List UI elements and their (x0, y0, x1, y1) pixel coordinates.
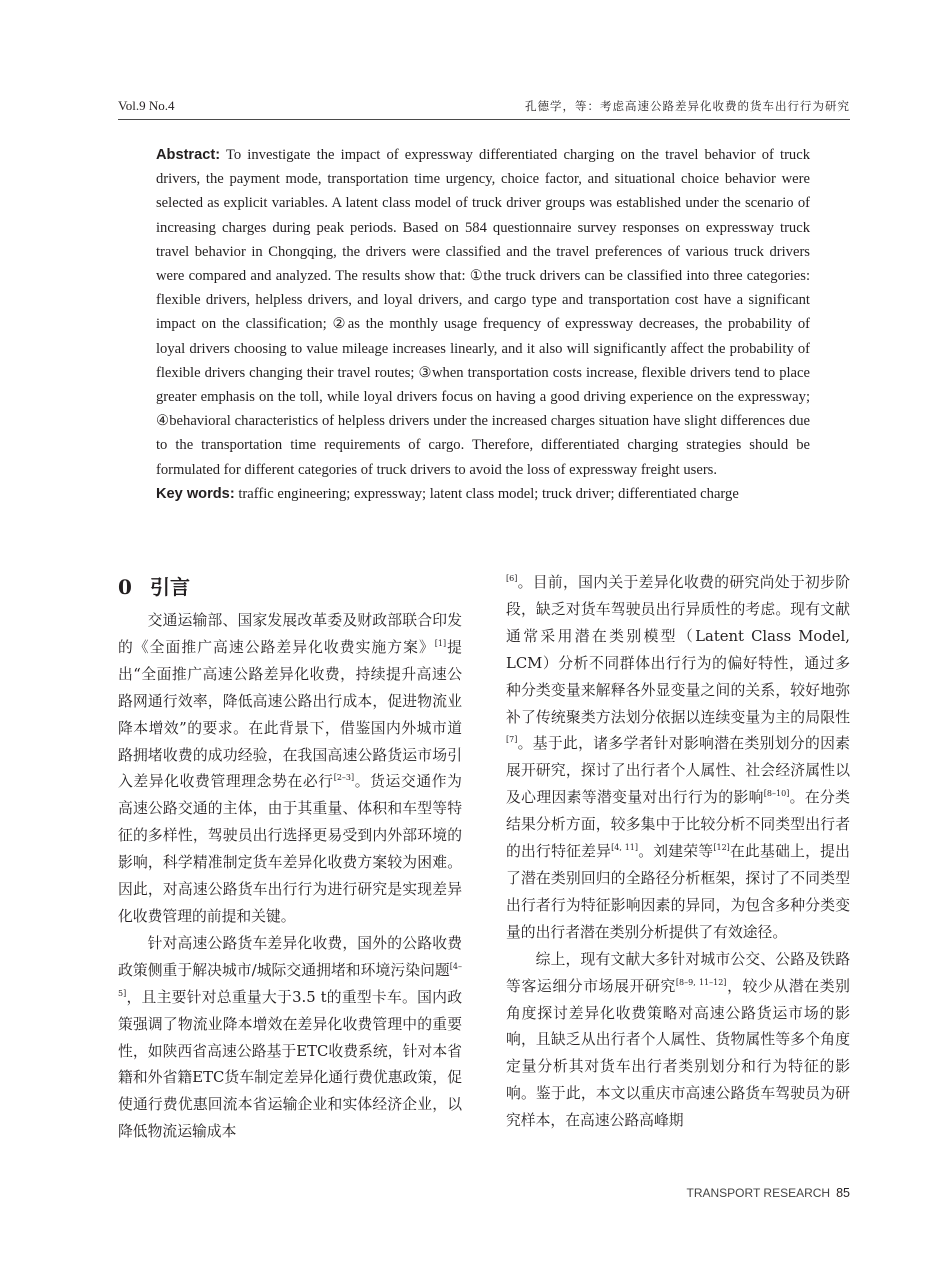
keywords-paragraph (156, 482, 810, 506)
header-rule (118, 119, 850, 120)
section-heading (118, 570, 462, 604)
citation-2-3: [2–3] (333, 773, 355, 783)
citation-12: [12] (713, 843, 730, 853)
body-paragraph-2-part2: [6]。目前，国内关于差异化收费的研究尚处于初步阶段，缺乏对货车驾驶员出行异质性的考虑。现有文献通常采用潜在类别模型（Latent Class Model, LCM）分析不同群体出行行为的偏好特性，通过多种分类变量来解释各外显变量之间的关系，较好地弥补了传统聚类方法划分依据以连续变量为主的局限性[7]。基于此，诸多学者针对影响潜在类别划分的因素展开研究，探讨了出行者个人属性、社会经济属性以及心理因素等潜变量对出行行为的影响[8–10]。在分类结果分析方面，较多集中于比较分析不同类型出行者的出行特征差异[4, 11]。刘建荣等[12]在此基础上，提出了潜在类别回归的全路径分析框架，探讨了不同类型出行者行为特征影响因素的异同，为包含多种分类变量的出行者潜在类别分析提供了有效途径。 (506, 574, 850, 941)
header-volume: Vol.9 No.4 (118, 98, 175, 113)
abstract-text: To investigate the impact of expressway differentiated charging on the travel behavior of truck drivers, the payment mode, transportation time urgency, choice factor, and situational choice behavior were selected as explicit variables. A latent class model of truck driver groups was established under the scenario of increasing charges during peak periods. Based on 584 questionnaire survey responses on expressway truck travel behavior in Chongqing, the drivers were classified and the travel preferences of various truck drivers were compared and analyzed. The results show that: ①the truck drivers can be classified into three categories: flexible drivers, helpless drivers, and loyal drivers, and cargo type and transportation cost have a significant impact on the classification; ②as the monthly usage frequency of expressway decreases, the probability of loyal drivers choosing to value mileage increases linearly, and it also will significantly affect the probability of flexible drivers changing their travel routes; ③when transportation costs increase, flexible drivers tend to place greater emphasis on the toll, while loyal drivers focus on having a good driving experience on the expressway; ④behavioral characteristics of helpless drivers under the increased charges situation have slight differences due to the transportation time requirements of cargo. Therefore, differentiated charging strategies should be formulated for different categories of truck drivers to avoid the loss of expressway freight users. (156, 147, 811, 478)
body-paragraph-3: 综上，现有文献大多针对城市公交、公路及铁路等客运细分市场展开研究[8–9, 11–12]，较少从潜在类别角度探讨差异化收费策略对高速公路货运市场的影响，且缺乏从出行者个人属性、货物属性等多个角度定量分析其对货车出行者类别划分和行为特征的影响。鉴于此，本文以重庆市高速公路货车驾驶员为研究样本，在高速公路高峰期 (506, 950, 850, 1130)
section-number: 0 (118, 575, 132, 599)
body-paragraph-2-part1: 针对高速公路货车差异化收费，国外的公路收费政策侧重于解决城市/城际交通拥堵和环境污染问题[4–5]，且主要针对总重量大于3.5 t的重型卡车。国内政策强调了物流业降本增效在差异化收费管理中的重要性，如陕西省高速公路基于ETC收费系统，针对本省籍和外省籍ETC货车制定差异化通行费优惠政策，促使通行费优惠回流本省运输企业和实体经济企业，以降低物流运输成本 (118, 934, 462, 1141)
citation-4-11: [4, 11] (611, 843, 638, 853)
header-running-title: 孔德学，等：考虑高速公路差异化收费的货车出行行为研究 (525, 99, 850, 113)
citation-4-5: [4–5] (118, 961, 462, 998)
citation-7: [7] (506, 735, 518, 745)
citation-1: [1] (434, 638, 447, 648)
footer-journal: TRANSPORT RESEARCH (686, 1186, 831, 1200)
left-column (118, 570, 462, 1146)
abstract-block (156, 143, 810, 506)
abstract-label: Abstract (156, 147, 216, 163)
abstract-colon: : (215, 147, 221, 163)
page-footer (687, 1186, 851, 1200)
body-paragraph-1: 交通运输部、国家发展改革委及财政部联合印发的《全面推广高速公路差异化收费实施方案》[1]提出“全面推广高速公路差异化收费，持续提升高速公路网通行效率，降低高速公路出行成本，促进物流业降本增效”的要求。在此背景下，借鉴国内外城市道路拥堵收费的成功经验，在我国高速公路货运市场引入差异化收费管理理念势在必行[2–3]。货运交通作为高速公路交通的主体，由于其重量、体积和车型等特征的多样性，驾驶员出行选择更易受到内外部环境的影响，科学精准制定货车差异化收费方案较为困难。因此，对高速公路货车出行行为进行研究是实现差异化收费管理的前提和关键。 (118, 612, 462, 925)
keywords-label: Key words (156, 485, 230, 502)
abstract-paragraph (156, 143, 810, 482)
section-title: 引言 (150, 575, 190, 599)
right-column (506, 570, 850, 1135)
page-number: 85 (836, 1186, 850, 1200)
citation-8-12: [8–9, 11–12] (675, 977, 727, 987)
keywords-colon: : (229, 485, 235, 502)
citation-6: [6] (506, 574, 518, 583)
keywords-text: traffic engineering; expressway; latent class model; truck driver; differentiated charge (238, 485, 739, 502)
citation-8-10: [8–10] (763, 789, 790, 799)
